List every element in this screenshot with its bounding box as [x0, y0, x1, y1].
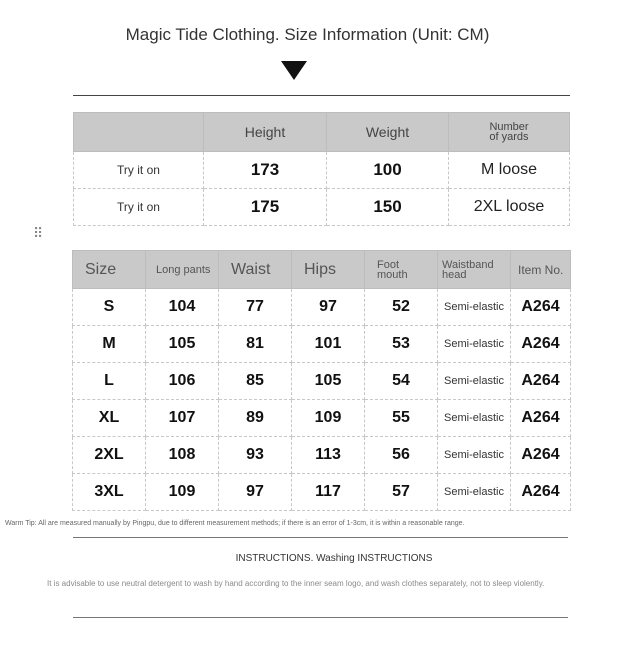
table-row: [73, 289, 571, 326]
size-cell: L: [73, 363, 146, 400]
row-label: Try it on: [74, 189, 204, 226]
height-cell: 173: [204, 152, 327, 189]
divider: [73, 537, 568, 538]
waist-cell: 97: [219, 474, 292, 511]
foot-mouth-cell: 54: [365, 363, 438, 400]
instructions-title: INSTRUCTIONS. Washing INSTRUCTIONS: [235, 553, 433, 564]
item-no-cell: A264: [511, 289, 571, 326]
header-cell: Size: [73, 251, 146, 289]
header-cell: Hips: [292, 251, 365, 289]
waist-cell: 89: [219, 400, 292, 437]
size-table: [72, 250, 571, 511]
table-row: [74, 152, 570, 189]
table-row: [73, 363, 571, 400]
hips-cell: 101: [292, 326, 365, 363]
item-no-cell: A264: [511, 400, 571, 437]
down-triangle-icon: [281, 61, 307, 80]
foot-mouth-cell: 56: [365, 437, 438, 474]
weight-cell: 100: [327, 152, 449, 189]
hips-cell: 105: [292, 363, 365, 400]
row-label: Try it on: [74, 152, 204, 189]
instructions-text: It is advisable to use neutral detergent to wash by hand according to the inner seam logo, and wash clothes separately, not to sleep violently.: [47, 579, 545, 588]
fit-table-header: [74, 113, 570, 152]
table-row: [73, 400, 571, 437]
hips-cell: 97: [292, 289, 365, 326]
foot-mouth-cell: 53: [365, 326, 438, 363]
table-row: [74, 189, 570, 226]
item-no-cell: A264: [511, 363, 571, 400]
divider: [73, 617, 568, 618]
drag-handle-icon[interactable]: ⠿: [33, 225, 44, 241]
header-cell: [74, 113, 204, 152]
header-cell: Waist: [219, 251, 292, 289]
long-pants-cell: 105: [146, 326, 219, 363]
table-row: [73, 437, 571, 474]
waistband-cell: Semi-elastic: [438, 289, 511, 326]
height-cell: 175: [204, 189, 327, 226]
waistband-cell: Semi-elastic: [438, 363, 511, 400]
header-cell: Item No.: [511, 251, 571, 289]
foot-mouth-cell: 52: [365, 289, 438, 326]
waist-cell: 85: [219, 363, 292, 400]
waist-cell: 81: [219, 326, 292, 363]
table-row: [73, 474, 571, 511]
foot-mouth-cell: 57: [365, 474, 438, 511]
size-cell: 3XL: [73, 474, 146, 511]
size-cell: M: [73, 326, 146, 363]
header-cell: Waistband head: [438, 251, 511, 289]
header-cell: Foot mouth: [365, 251, 438, 289]
table-row: [73, 326, 571, 363]
fit-table: [73, 112, 570, 226]
size-cell: XL: [73, 400, 146, 437]
size-cell: S: [73, 289, 146, 326]
header-cell: Number of yards: [449, 113, 570, 152]
item-no-cell: A264: [511, 326, 571, 363]
hips-cell: 113: [292, 437, 365, 474]
divider: [73, 95, 570, 96]
fit-cell: M loose: [449, 152, 570, 189]
long-pants-cell: 104: [146, 289, 219, 326]
size-table-header: [73, 251, 571, 289]
foot-mouth-cell: 55: [365, 400, 438, 437]
long-pants-cell: 106: [146, 363, 219, 400]
size-cell: 2XL: [73, 437, 146, 474]
item-no-cell: A264: [511, 474, 571, 511]
header-cell: Long pants: [146, 251, 219, 289]
warm-tip: Warm Tip: All are measured manually by Pingpu, due to different measurement methods; if there is an error of 1-3cm, it is within a reasonable range.: [5, 520, 465, 527]
waist-cell: 77: [219, 289, 292, 326]
waistband-cell: Semi-elastic: [438, 400, 511, 437]
waistband-cell: Semi-elastic: [438, 437, 511, 474]
waistband-cell: Semi-elastic: [438, 326, 511, 363]
hips-cell: 117: [292, 474, 365, 511]
header-cell: Weight: [327, 113, 449, 152]
long-pants-cell: 109: [146, 474, 219, 511]
page-title: Magic Tide Clothing. Size Information (Unit: CM): [125, 25, 490, 44]
waist-cell: 93: [219, 437, 292, 474]
long-pants-cell: 107: [146, 400, 219, 437]
waistband-cell: Semi-elastic: [438, 474, 511, 511]
item-no-cell: A264: [511, 437, 571, 474]
fit-cell: 2XL loose: [449, 189, 570, 226]
hips-cell: 109: [292, 400, 365, 437]
weight-cell: 150: [327, 189, 449, 226]
header-cell: Height: [204, 113, 327, 152]
long-pants-cell: 108: [146, 437, 219, 474]
